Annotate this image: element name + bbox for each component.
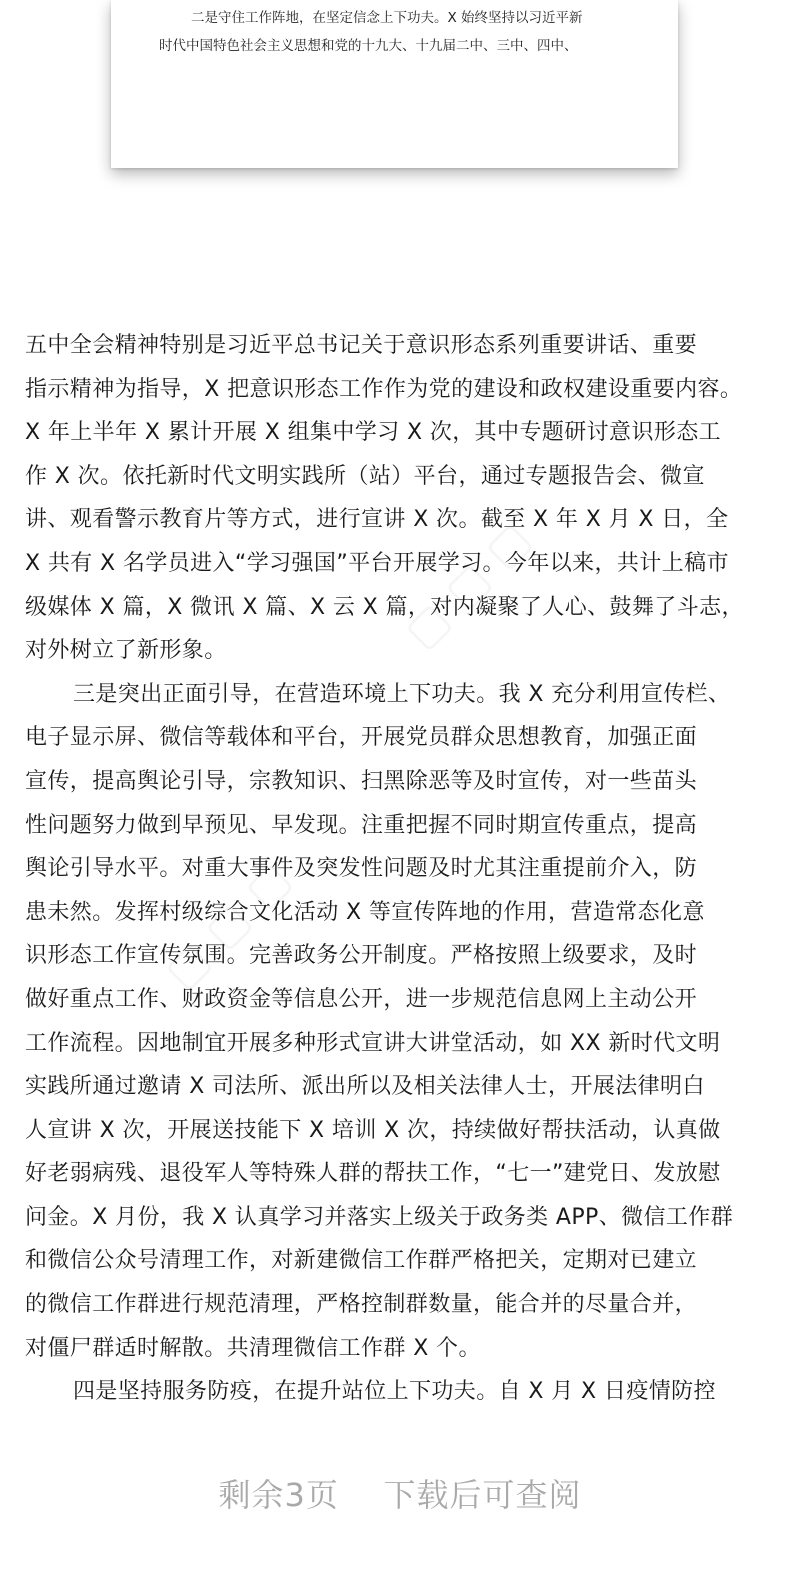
document-line: 患未然。发挥村级综合文化活动 X 等宣传阵地的作用，营造常态化意 xyxy=(25,899,705,925)
document-line: 实践所通过邀请 X 司法所、派出所以及相关法律人士，开展法律明白 xyxy=(25,1074,705,1100)
document-line: 对外树立了新形象。 xyxy=(25,638,227,664)
document-line: 对僵尸群适时解散。共清理微信工作群 X 个。 xyxy=(25,1335,481,1361)
document-line: 指示精神为指导，X 把意识形态工作作为党的建设和政权建设重要内容。 xyxy=(25,376,743,402)
paragraph-start-line: 四是坚持服务防疫，在提升站位上下功夫。自 X 月 X 日疫情防控 xyxy=(73,1379,716,1405)
preview-line-2: 时代中国特色社会主义思想和党的十九大、十九届二中、三中、四中、 xyxy=(159,38,578,54)
document-line: X 共有 X 名学员进入“学习强国”平台开展学习。今年以来，共计上稿市 xyxy=(25,550,729,576)
document-line: 宣传，提高舆论引导，宗教知识、扫黑除恶等及时宣传，对一些苗头 xyxy=(25,768,698,794)
document-line: 和微信公众号清理工作，对新建微信工作群严格把关，定期对已建立 xyxy=(25,1248,698,1274)
document-line: 五中全会精神特别是习近平总书记关于意识形态系列重要讲话、重要 xyxy=(25,333,698,358)
document-line: 电子显示屏、微信等载体和平台，开展党员群众思想教育，加强正面 xyxy=(25,725,698,751)
download-prompt[interactable] xyxy=(0,1470,800,1516)
document-line: 性问题努力做到早预见、早发现。注重把握不同时期宣传重点，提高 xyxy=(25,812,698,838)
paragraph-start-line: 三是突出正面引导，在营造环境上下功夫。我 X 充分利用宣传栏、 xyxy=(73,681,731,707)
download-to-view-text[interactable]: 下载后可查阅 xyxy=(383,1476,582,1514)
watermark-mark: ▢ ▢ ▢ xyxy=(154,852,301,999)
document-line: 工作流程。因地制宜开展多种形式宣讲大讲堂活动，如 XX 新时代文明 xyxy=(25,1030,721,1056)
document-line: 好老弱病残、退役军人等特殊人群的帮扶工作，“七一”建党日、发放慰 xyxy=(25,1161,721,1187)
watermark-mark: ▢ ▢ ▢ xyxy=(394,512,541,659)
preview-card xyxy=(111,0,678,168)
document-line: X 年上半年 X 累计开展 X 组集中学习 X 次，其中专题研讨意识形态工 xyxy=(25,420,722,446)
document-line: 做好重点工作、财政资金等信息公开，进一步规范信息网上主动公开 xyxy=(25,986,698,1012)
document-body xyxy=(25,324,777,1414)
document-line: 人宣讲 X 次，开展送技能下 X 培训 X 次，持续做好帮扶活动，认真做 xyxy=(25,1117,721,1143)
document-line: 舆论引导水平。对重大事件及突发性问题及时尤其注重提前介入，防 xyxy=(25,856,698,882)
document-line: 识形态工作宣传氛围。完善政务公开制度。严格按照上级要求，及时 xyxy=(25,943,698,969)
document-line: 问金。X 月份，我 X 认真学习并落实上级关于政务类 APP、微信工作群 xyxy=(25,1204,734,1230)
remaining-pages-text[interactable]: 剩余3页 xyxy=(218,1476,339,1514)
document-line: 讲、观看警示教育片等方式，进行宣讲 X 次。截至 X 年 X 月 X 日，全 xyxy=(25,507,729,533)
document-line: 的微信工作群进行规范清理，严格控制群数量，能合并的尽量合并， xyxy=(25,1292,698,1318)
document-line: 作 X 次。依托新时代文明实践所（站）平台，通过专题报告会、微宣 xyxy=(25,463,705,489)
preview-line-1: 二是守住工作阵地，在坚定信念上下功夫。X 始终坚持以习近平新 xyxy=(191,10,583,26)
document-line: 级媒体 X 篇，X 微讯 X 篇、X 云 X 篇，对内凝聚了人心、鼓舞了斗志， xyxy=(25,594,744,620)
